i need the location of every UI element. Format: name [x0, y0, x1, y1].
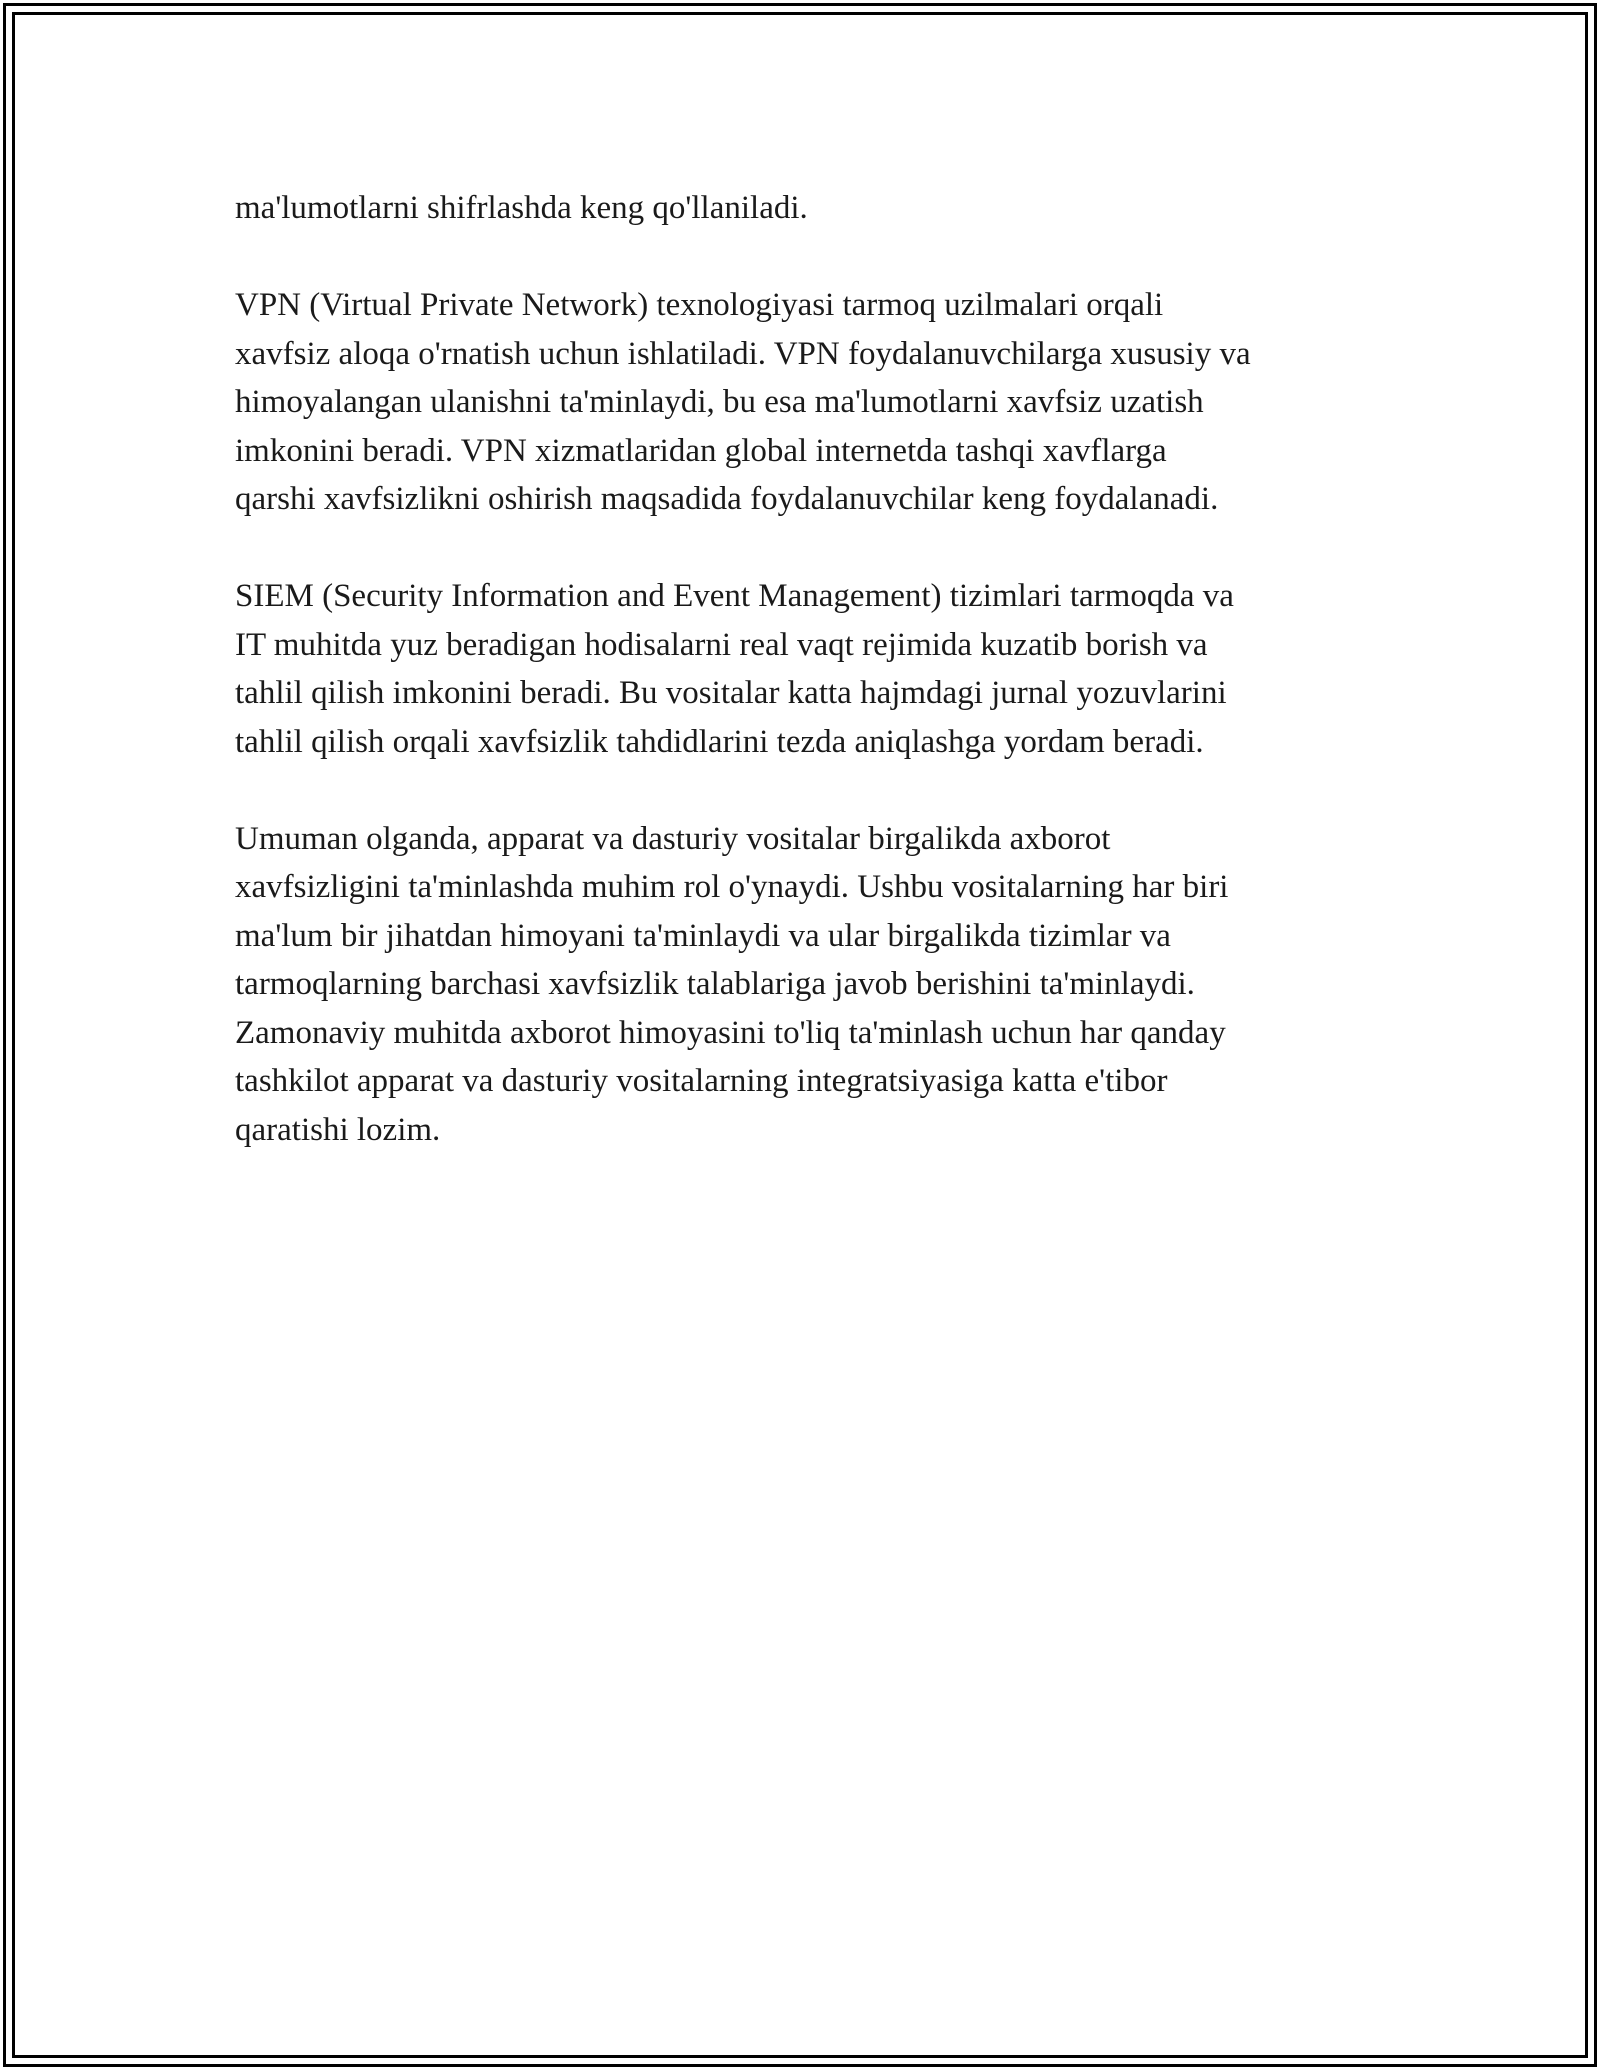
- paragraph-vpn: VPN (Virtual Private Network) texnologiyasi tarmoq uzilmalari orqali xavfsiz aloqa o'rnatish uchun ishlatiladi. VPN foydalanuvchilarga xususiy va himoyalangan ulanishni ta'minlaydi, bu esa ma'lumotlarni xavfsiz uzatish imkonini beradi. VPN xizmatlaridan global internetda tashqi xavflarga qarshi xavfsizlikni oshirish maqsadida foydalanuvchilar keng foydalanadi.: [235, 287, 1251, 517]
- paragraph-encryption-continuation: ma'lumotlarni shifrlashda keng qo'llaniladi.: [235, 190, 808, 226]
- paragraph-conclusion: Umuman olganda, apparat va dasturiy vositalar birgalikda axborot xavfsizligini ta'minlashda muhim rol o'ynaydi. Ushbu vositalarning har biri ma'lum bir jihatdan himoyani ta'minlaydi va ular birgalikda tizimlar va tarmoqlarning barchasi xavfsizlik talablariga javob berishini ta'minlaydi. Zamonaviy muhitda axborot himoyasini to'liq ta'minlash uchun har qanday tashkilot apparat va dasturiy vositalarning integratsiyasiga katta e'tibor qaratishi lozim.: [235, 820, 1229, 1148]
- document-body: [235, 184, 1385, 1203]
- paragraph-siem: SIEM (Security Information and Event Management) tizimlari tarmoqda va IT muhitda yuz beradigan hodisalarni real vaqt rejimida kuzatib borish va tahlil qilish imkonini beradi. Bu vositalar katta hajmdagi jurnal yozuvlarini tahlil qilish orqali xavfsizlik tahdidlarini tezda aniqlashga yordam beradi.: [235, 578, 1234, 760]
